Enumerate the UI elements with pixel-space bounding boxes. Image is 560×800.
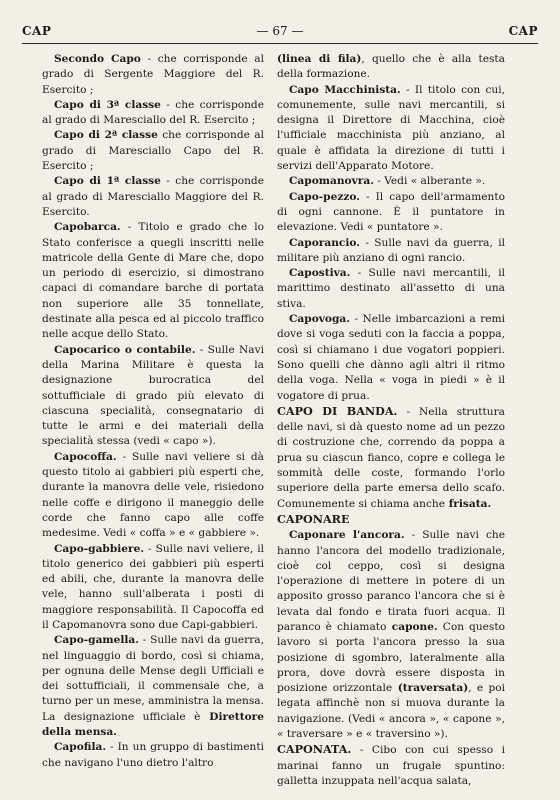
entry-caporancio: Caporancio. - Sulle navi da guerra, il militare più anziano di ogni rancio. (277, 236, 505, 264)
right-column (277, 52, 505, 789)
entry-capomanovra: Capomanovra. - Vedi « alberante ». (289, 175, 486, 188)
page-number: — 67 — (256, 24, 304, 38)
entry-capofila: Capofila. - In un gruppo di bastimenti che navigano l'uno dietro l'altro (42, 741, 264, 769)
entry-caponare-ancora: Caponare l'ancora. - Sulle navi che hanno l'ancora del modello tradizionale, cioè col ceppo, così si designa l'operazione di mettere in potere di un apposito grosso paranco l'ancora che si è levata dal fondo e tirata fuori acqua. Il paranco è chiamato capone. Con questo lavoro si porta l'ancora presso la sua posizione di sgombro, lateralmente alla prora, dove dovrà essere disposta in posizione orizzontale (traversata), e poi legata affinchè non si muova durante la navigazione. (Vedi « ancora », « capone », « traversare » e « traversino »). (277, 529, 506, 741)
entry-capo-gamella: Capo-gamella. - Sulle navi da guerra, nel linguaggio di bordo, così si chiama, per ognuna delle Mense degli Ufficiali e dei sottufficiali, il commensale che, a turno per un mese, amministra la mensa. La designazione ufficiale è Direttore della mensa. (42, 634, 264, 739)
entry-capo-di-banda: CAPO DI BANDA. - Nella struttura delle navi, si dà questo nome ad un pezzo di costruzione che, correndo da poppa a prua su ciascun fianco, copre e collega le sommità delle coste, formando l'orlo superiore della parte emersa dello scafo. Comunemente si chiama anche frisata. (277, 403, 505, 510)
left-column (42, 52, 264, 771)
entry-capostiva: Capostiva. - Sulle navi mercantili, il marittimo destinato all'assetto di una stiva. (277, 267, 505, 310)
entry-capocoffa: Capocoffa. - Sulle navi veliere si dà questo titolo ai gabbieri più esperti che, durante la manovra delle vele, risiedono nelle coffe e dirigono il maneggio delle corde che fanno capo alle coffe medesime. Vedi « coffa » e « gabbiere ». (42, 450, 264, 540)
entry-capo-1-classe: Capo di 1ª classe - che corrisponde al grado di Maresciallo Maggiore del R. Esercito. (42, 175, 264, 218)
entry-caponare-heading: CAPONARE (277, 511, 350, 526)
entry-capobarca: Capobarca. - Titolo e grado che lo Stato conferisce a quegli inscritti nelle matricole della Gente di Mare che, dopo un periodo di esercizio, si dimostrano capaci di comandare barche di portata non superiore alle 35 tonnellate, destinate alla pesca ed al piccolo traffico nelle acque dello Stato. (42, 221, 264, 341)
entry-capovoga: Capovoga. - Nelle imbarcazioni a remi dove si voga seduti con la faccia a poppa, così si chiamano i due vogatori poppieri. Sono quelli che dànno agli altri il ritmo della voga. Nella « voga in piedi » è il vogatore di prua. (277, 313, 505, 402)
entry-capo-gabbiere: Capo-gabbiere. - Sulle navi veliere, il titolo generico dei gabbieri più esperti ed abili, che, durante la manovra delle vele, hanno sull'alberata i posti di maggiore responsabilità. Il Capocoffa ed il Capomanovra sono due Capi-gabbieri. (42, 542, 264, 631)
entry-capo-2-classe: Capo di 2ª classe che corrisponde al grado di Maresciallo Capo del R. Esercito ; (42, 129, 264, 173)
running-header (22, 24, 538, 44)
entry-capocarico: Capocarico o contabile. - Sulle Navi della Marina Militare è questa la designazione burocratica del sottufficiale di grado più elevato di ciascuna specialità, consegnatario di tutte le armi e dei materiali della specialità stessa (vedi « capo »). (42, 343, 264, 448)
header-rule (22, 43, 538, 44)
entry-capofila-continued: (linea di fila), quello che è alla testa della formazione. (277, 53, 505, 81)
header-left-guideword: CAP (22, 24, 52, 38)
entry-capo-3-classe: Capo di 3ª classe - che corrisponde al grado di Maresciallo del R. Esercito ; (42, 98, 264, 127)
entry-secondo-capo: Secondo Capo - che corrisponde al grado di Sergente Maggiore del R. Esercito ; (42, 53, 265, 96)
entry-caponata: CAPONATA. - Cibo con cui spesso i marinai fanno un frugale spuntino: galletta inzuppata nell'acqua salata, (277, 742, 505, 787)
entry-capo-macchinista: Capo Macchinista. - Il titolo con cui, comunemente, sulle navi mercantili, si designa il Direttore di Macchina, cioè l'ufficiale macchinista più anziano, al quale è affidata la direzione di tutti i servizi dell'Apparato Motore. (277, 83, 505, 173)
entry-capo-pezzo: Capo-pezzo. - Il capo dell'armamento di ogni cannone. È il puntatore in elevazione. Vedi « puntatore ». (277, 190, 505, 234)
header-right-guideword: CAP (508, 24, 538, 38)
